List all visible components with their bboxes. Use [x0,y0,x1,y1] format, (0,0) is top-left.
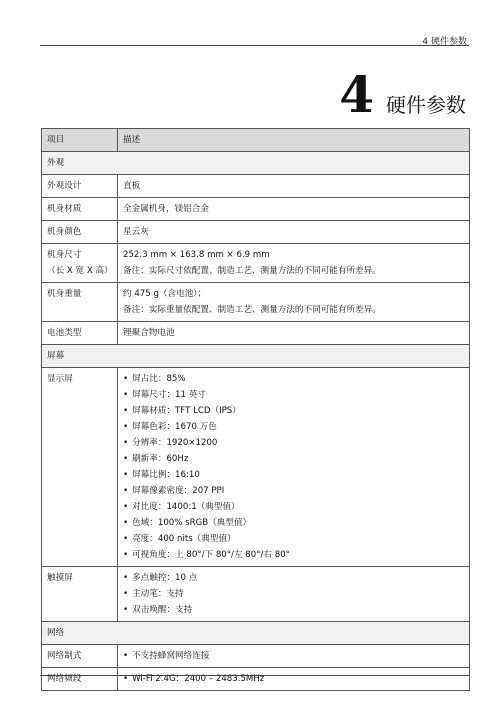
description-line: 星云灰 [123,227,149,237]
description-bullet: • 可视角度：上 80°/下 80°/左 80°/右 80° [123,547,465,563]
description-line: 备注：实际尺寸依配置、制造工艺、测量方法的不同可能有所差异。 [123,266,381,276]
item-label: 机身颜色 [47,227,82,237]
item-cell [42,668,118,691]
item-label: 触摸屏 [47,573,73,583]
description-line: 252.3 mm × 163.8 mm × 6.9 mm [123,250,270,260]
description-cell [118,567,470,622]
running-header: 4 硬件参数 [422,37,467,47]
description-bullet: • 色域：100% sRGB（典型值） [123,515,465,531]
item-cell [42,368,118,567]
item-label: 机身尺寸 [47,250,82,260]
table-row [42,221,470,244]
item-label: 网络制式 [47,651,82,661]
table-row [42,322,470,345]
hardware-spec-table [41,128,470,691]
description-bullet: • 分辨率：1920×1200 [123,435,465,451]
item-cell [42,567,118,622]
chapter-number: 4 [339,65,374,124]
description-bullet: • 不支持蜂窝网络连接 [123,648,465,664]
section-row [42,622,470,645]
item-label: 机身重量 [47,289,82,299]
table-row [42,244,470,283]
table-header-row [42,129,470,152]
description-cell [118,198,470,221]
description-bullet: • 对比度：1400:1（典型值） [123,499,465,515]
description-line: 锂聚合物电池 [123,328,175,338]
description-bullet: • Wi-Fi 2.4G：2400 – 2483.5MHz [123,671,465,687]
section-title: 外观 [42,152,470,175]
chapter-heading [339,65,466,124]
item-label: 显示屏 [47,374,73,384]
description-line: 约 475 g（含电池）； [123,289,207,299]
section-row [42,152,470,175]
description-cell [118,283,470,322]
item-cell [42,198,118,221]
description-line: 备注：实际重量依配置、制造工艺、测量方法的不同可能有所差异。 [123,305,381,315]
description-bullet: • 刷新率：60Hz [123,451,465,467]
table-row [42,668,470,691]
description-cell [118,645,470,668]
description-bullet: • 屏占比：85% [123,371,465,387]
description-cell [118,221,470,244]
table-row [42,645,470,668]
table-row [42,175,470,198]
description-bullet: • 亮度：400 nits（典型值） [123,531,465,547]
table-row [42,198,470,221]
section-title: 网络 [42,622,470,645]
description-bullet: • 主动笔：支持 [123,586,465,602]
item-cell [42,322,118,345]
column-header-description: 描述 [118,129,470,152]
description-bullet: • 屏幕像素密度：207 PPI [123,483,465,499]
description-bullet: • 屏幕尺寸：11 英寸 [123,387,465,403]
description-bullet: • 双击唤醒：支持 [123,602,465,618]
description-cell [118,175,470,198]
description-cell [118,368,470,567]
description-line: 直板 [123,181,141,191]
item-cell [42,221,118,244]
item-label: 机身材质 [47,204,82,214]
item-cell [42,244,118,283]
description-cell [118,668,470,691]
item-label: （长 X 宽 X 高） [47,266,113,276]
description-bullet: • 屏幕比例：16:10 [123,467,465,483]
item-label: 电池类型 [47,328,82,338]
description-line: 全金属机身，镁铝合金 [123,204,209,214]
description-bullet: • 多点触控：10 点 [123,570,465,586]
section-row [42,345,470,368]
description-cell [118,322,470,345]
item-label: 网络频段 [47,674,82,684]
description-bullet: • 屏幕色彩：1670 万色 [123,419,465,435]
description-bullet: • 屏幕材质：TFT LCD（IPS） [123,403,465,419]
table-row [42,283,470,322]
footer-rule [40,675,469,676]
item-label: 外观设计 [47,181,82,191]
header-rule [40,45,469,46]
item-cell [42,645,118,668]
description-cell [118,244,470,283]
section-title: 屏幕 [42,345,470,368]
item-cell [42,283,118,322]
item-cell [42,175,118,198]
chapter-title: 硬件参数 [386,93,466,117]
table-row [42,368,470,567]
table-row [42,567,470,622]
column-header-item: 项目 [42,129,118,152]
